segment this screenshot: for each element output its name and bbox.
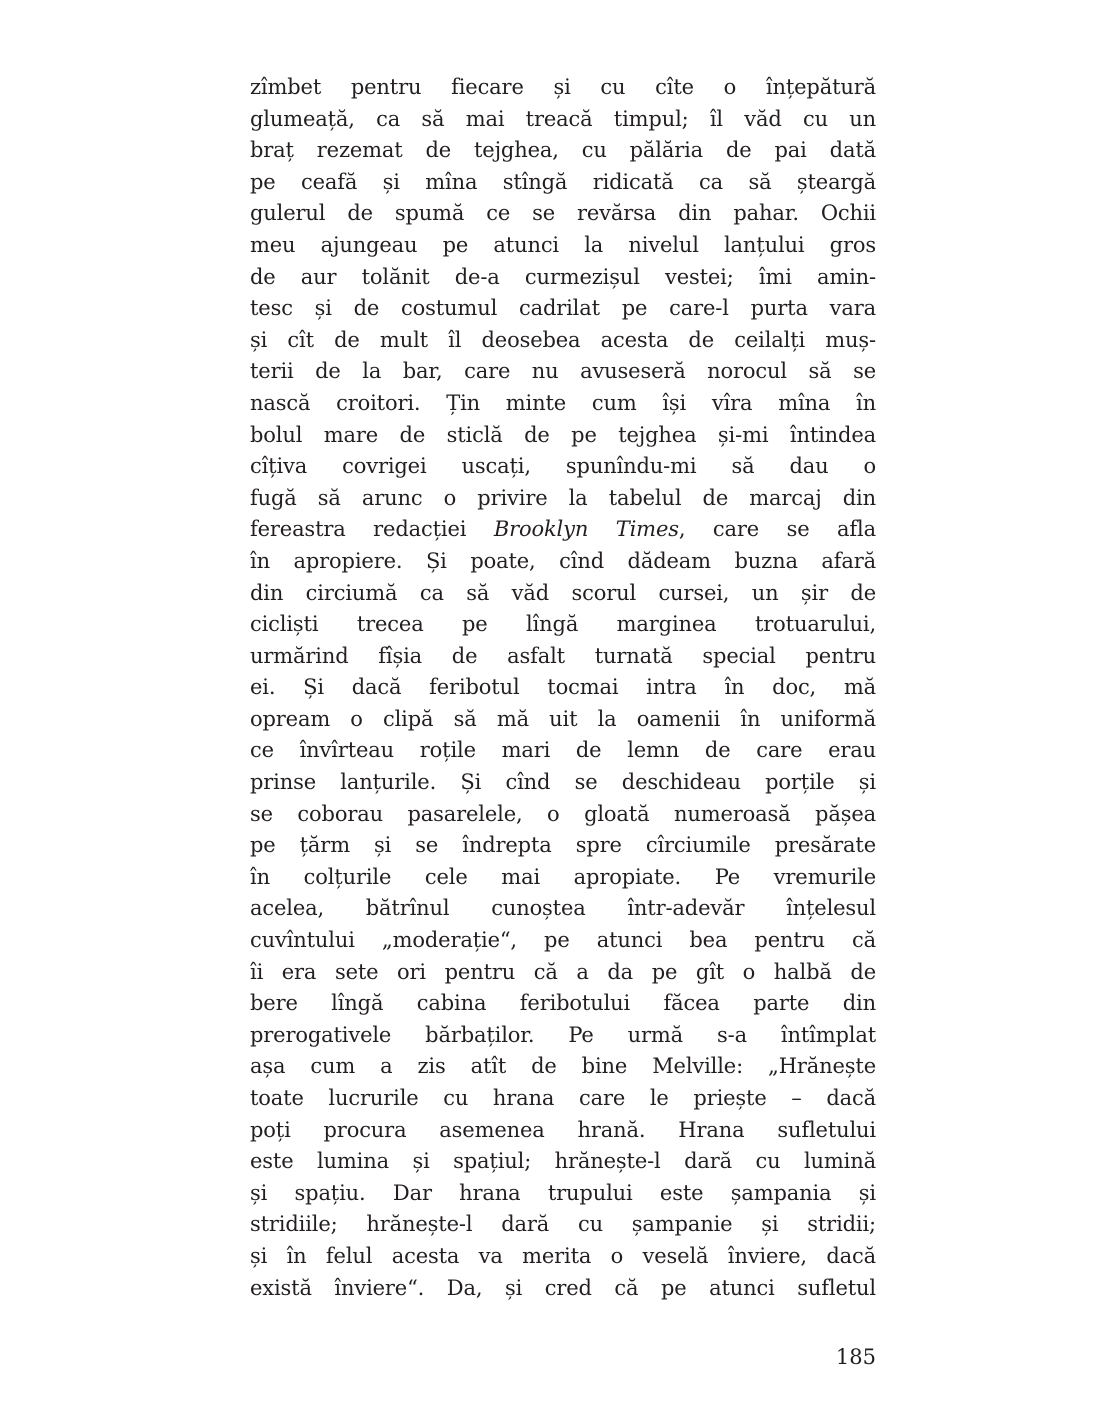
text-line: zîmbet pentru fiecare și cu cîte o înțepătură xyxy=(250,75,876,99)
text-line: se coborau pasarelele, o gloată numeroasă pășea xyxy=(250,801,876,826)
text-line: în colțurile cele mai apropiate. Pe vremurile xyxy=(250,864,876,889)
text-line: pe ceafă și mîna stîngă ridicată ca să șteargă xyxy=(250,169,876,194)
newspaper-title: Brooklyn Times xyxy=(493,517,679,542)
text-line: pe țărm și se îndrepta spre cîrciumile presărate xyxy=(250,833,876,858)
text-line: braț rezemat de tejghea, cu pălăria de pai dată xyxy=(250,138,876,163)
text-line: în apropiere. Și poate, cînd dădeam buzna afară xyxy=(250,548,876,573)
text-line: gulerul de spumă ce se revărsa din pahar. Ochii xyxy=(250,201,876,226)
text-line: așa cum a zis atît de bine Melville: „Hrănește xyxy=(250,1054,876,1079)
text-segment: fereastra redacției xyxy=(250,517,494,542)
text-line: acelea, bătrînul cunoștea într-adevăr înțelesul xyxy=(250,896,876,921)
text-line: bolul mare de sticlă de pe tejghea și-mi întindea xyxy=(250,422,876,447)
text-line: există înviere“. Da, și cred că pe atunci sufletul xyxy=(250,1275,876,1300)
text-line: glumeață, ca să mai treacă timpul; îl văd cu un xyxy=(250,106,876,131)
text-line: fugă să arunc o privire la tabelul de marcaj din xyxy=(250,485,876,510)
text-line: și în felul acesta va merita o veselă înviere, dacă xyxy=(250,1243,876,1268)
text-line: prinse lanțurile. Și cînd se deschideau porțile și xyxy=(250,770,876,795)
text-line: ce învîrteau roțile mari de lemn de care erau xyxy=(250,738,876,763)
text-line: din circiumă ca să văd scorul cursei, un șir de xyxy=(250,580,876,605)
text-line: nască croitori. Țin minte cum își vîra mîna în xyxy=(250,390,876,415)
text-line: de aur tolănit de-a curmezișul vestei; îmi amin- xyxy=(250,264,876,289)
text-line: bere lîngă cabina feribotului făcea parte din xyxy=(250,991,876,1016)
text-line: îi era sete ori pentru că a da pe gît o halbă de xyxy=(250,959,876,984)
text-line: poți procura asemenea hrană. Hrana sufletului xyxy=(250,1117,876,1142)
text-line xyxy=(250,514,876,546)
text-line: opream o clipă să mă uit la oamenii în uniformă xyxy=(250,706,876,731)
text-line: tesc și de costumul cadrilat pe care-l purta vara xyxy=(250,296,876,321)
text-line: și spațiu. Dar hrana trupului este șampania și xyxy=(250,1180,876,1205)
text-line: este lumina și spațiul; hrănește-l dară cu lumină xyxy=(250,1149,876,1174)
text-line: cuvîntului „moderație“, pe atunci bea pentru că xyxy=(250,928,876,953)
text-line: cicliști trecea pe lîngă marginea trotuarului, xyxy=(250,612,876,637)
page-number: 185 xyxy=(835,1345,876,1369)
text-line: ei. Și dacă feribotul tocmai intra în doc, mă xyxy=(250,675,876,700)
text-line: meu ajungeau pe atunci la nivelul lanțului gros xyxy=(250,232,876,257)
text-line: toate lucrurile cu hrana care le priește – dacă xyxy=(250,1086,876,1110)
text-line: stridiile; hrănește-l dară cu șampanie și stridii; xyxy=(250,1212,876,1237)
text-segment: , care se afla xyxy=(678,517,876,542)
body-text xyxy=(250,72,876,1304)
text-line: și cît de mult îl deosebea acesta de ceilalți muș- xyxy=(250,327,876,352)
text-line: urmărind fîșia de asfalt turnată special pentru xyxy=(250,643,876,668)
text-line: terii de la bar, care nu avuseseră norocul să se xyxy=(250,359,876,384)
text-line: cîțiva covrigei uscați, spunîndu-mi să dau o xyxy=(250,454,876,479)
text-line: prerogativele bărbaților. Pe urmă s-a întîmplat xyxy=(250,1022,876,1047)
